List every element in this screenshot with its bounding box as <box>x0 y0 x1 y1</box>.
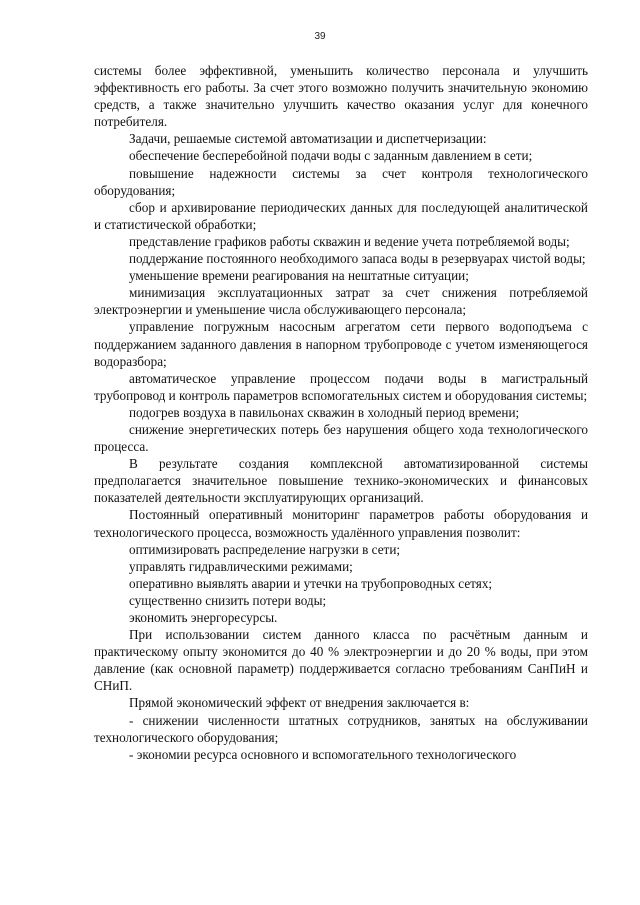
list-item: снижение энергетических потерь без нарушения общего хода технологического процесса. <box>94 421 588 455</box>
paragraph: При использовании систем данного класса по расчётным данным и практическому опыту экономится до 40 % электроэнергии и до 20 % воды, при этом давление (как основной параметр) поддерживается согласно требованиям СанПиН и СНиП. <box>94 627 588 694</box>
list-item: управление погружным насосным агрегатом сети первого водоподъема с поддержанием заданного давления в напорном трубопроводе с учетом изменяющегося водоразбора; <box>94 319 588 369</box>
list-item: автоматическое управление процессом подачи воды в магистральный трубопровод и контроль параметров вспомогательных систем и оборудования системы; <box>94 370 588 403</box>
list-item: обеспечение бесперебойной подачи воды с заданным давлением в сети; <box>129 148 533 164</box>
list-item: поддержание постоянного необходимого запаса воды в резервуарах чистой воды; <box>129 251 586 267</box>
list-item: представление графиков работы скважин и ведение учета потребляемой воды; <box>129 233 570 249</box>
paragraph: Прямой экономический эффект от внедрения заключается в: <box>129 695 470 711</box>
paragraph: Задачи, решаемые системой автоматизации и диспетчеризации: <box>129 131 487 147</box>
paragraph: системы более эффективной, уменьшить количество персонала и улучшить эффективность его работы. За счет этого возможно получить значительную экономию средств, а также значительно улучшить качество оказания услуг для конечного потребителя. <box>94 63 588 130</box>
list-item: сбор и архивирование периодических данных для последующей аналитической и статистической обработки; <box>94 199 588 232</box>
list-item: оптимизировать распределение нагрузки в сети; <box>129 541 401 557</box>
list-item: - экономии ресурса основного и вспомогательного технологического <box>129 746 517 762</box>
list-item: экономить энергоресурсы. <box>129 610 278 625</box>
list-item: - снижении численности штатных сотрудников, занятых на обслуживании технологического оборудования; <box>94 712 588 745</box>
list-item: минимизация эксплуатационных затрат за счет снижения потребляемой электроэнергии и уменьшение числа обслуживающего персонала; <box>94 285 588 318</box>
list-item: управлять гидравлическими режимами; <box>129 558 353 574</box>
list-item: повышение надежности системы за счет контроля технологического оборудования; <box>94 165 588 198</box>
list-item: подогрев воздуха в павильонах скважин в холодный период времени; <box>129 404 520 420</box>
page-body <box>94 62 588 763</box>
paragraph: В результате создания комплексной автоматизированной системы предполагается значительное повышение технико-экономических и финансовых показателей деятельности эксплуатирующих организаций. <box>94 456 588 506</box>
paragraph: Постоянный оперативный мониторинг параметров работы оборудования и технологического процесса, возможность удалённого управления позволит: <box>94 507 588 540</box>
list-item: оперативно выявлять аварии и утечки на трубопроводных сетях; <box>129 575 493 591</box>
list-item: существенно снизить потери воды; <box>129 592 327 608</box>
page-number: 39 <box>314 31 326 42</box>
list-item: уменьшение времени реагирования на нештатные ситуации; <box>129 268 469 284</box>
